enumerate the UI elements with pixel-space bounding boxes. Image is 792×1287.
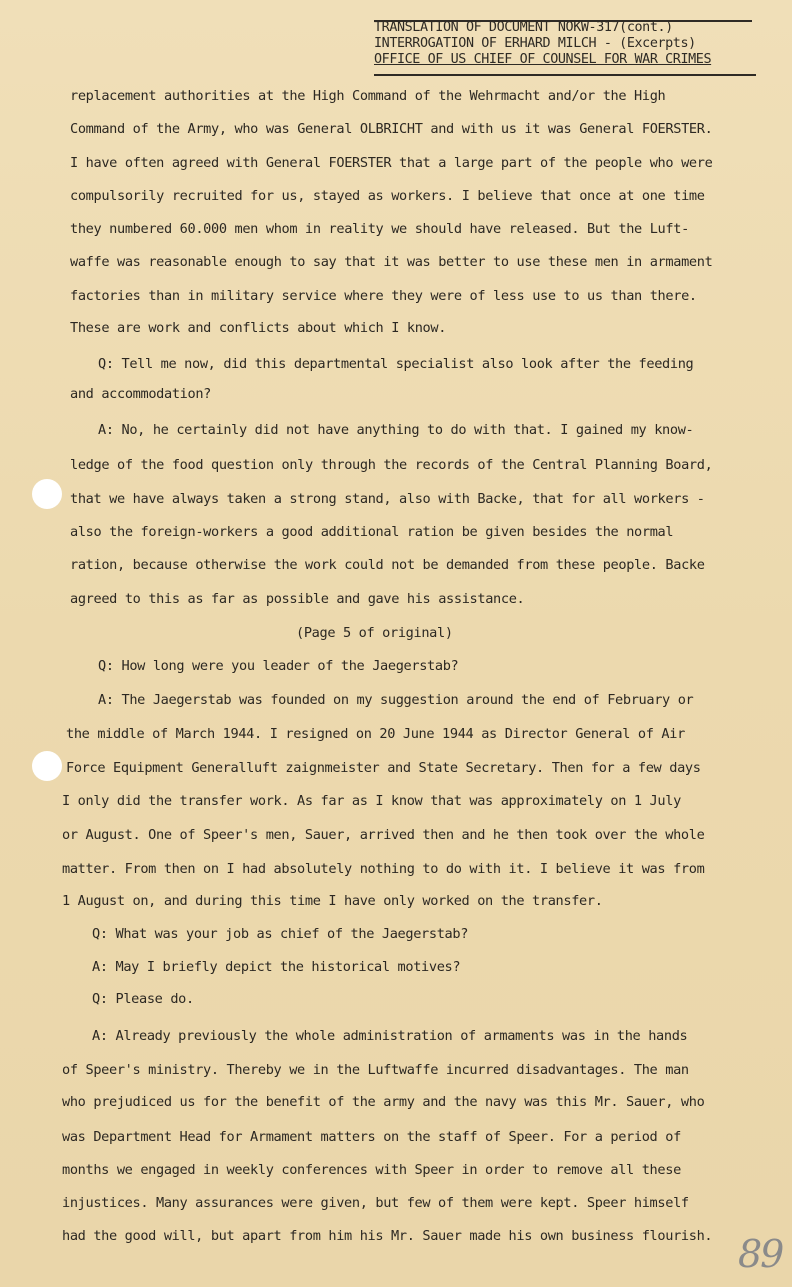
body-line: months we engaged in weekly conferences with Speer in order to remove all these <box>62 1162 681 1178</box>
answer-line: A: May I briefly depict the historical motives? <box>92 959 461 975</box>
question-line: Q: Please do. <box>92 991 194 1007</box>
body-line: compulsorily recruited for us, stayed as workers. I believe that once at one time <box>70 188 705 204</box>
body-line: 1 August on, and during this time I have only worked on the transfer. <box>62 893 603 909</box>
header-bottom-rule <box>374 74 756 76</box>
document-header <box>374 20 754 68</box>
body-line: that we have always taken a strong stand, also with Backe, that for all workers - <box>70 491 705 507</box>
answer-line: A: Already previously the whole administration of armaments was in the hands <box>92 1028 688 1044</box>
body-line: had the good will, but apart from him his Mr. Sauer made his own business flourish. <box>62 1228 713 1244</box>
punch-hole <box>32 479 62 509</box>
body-line: replacement authorities at the High Command of the Wehrmacht and/or the High <box>70 88 666 104</box>
body-line: or August. One of Speer's men, Sauer, arrived then and he then took over the whole <box>62 827 705 843</box>
body-line: agreed to this as far as possible and gave his assistance. <box>70 591 525 607</box>
body-line: These are work and conflicts about which I know. <box>70 320 447 336</box>
body-line: who prejudiced us for the benefit of the army and the navy was this Mr. Sauer, who <box>62 1094 705 1110</box>
body-line: I only did the transfer work. As far as I know that was approximately on 1 July <box>62 793 681 809</box>
body-line: injustices. Many assurances were given, but few of them were kept. Speer himself <box>62 1195 689 1211</box>
body-line: ledge of the food question only through the records of the Central Planning Board, <box>70 457 713 473</box>
body-line: they numbered 60.000 men whom in reality we should have released. But the Luft- <box>70 221 689 237</box>
body-line: and accommodation? <box>70 386 212 402</box>
header-line-2: INTERROGATION OF ERHARD MILCH - (Excerpts) <box>374 36 696 51</box>
body-line: I have often agreed with General FOERSTER that a large part of the people who were <box>70 155 713 171</box>
body-line: matter. From then on I had absolutely nothing to do with it. I believe it was from <box>62 861 705 877</box>
body-line: ration, because otherwise the work could not be demanded from these people. Backe <box>70 557 705 573</box>
body-line: the middle of March 1944. I resigned on 20 June 1944 as Director General of Air <box>66 726 685 742</box>
body-line: waffe was reasonable enough to say that it was better to use these men in armament <box>70 254 713 270</box>
body-line: was Department Head for Armament matters on the staff of Speer. For a period of <box>62 1129 681 1145</box>
body-line: factories than in military service where they were of less use to us than there. <box>70 288 697 304</box>
body-line: of Speer's ministry. Thereby we in the Luftwaffe incurred disadvantages. The man <box>62 1062 689 1078</box>
question-line: Q: Tell me now, did this departmental specialist also look after the feeding <box>98 356 694 372</box>
header-top-rule <box>374 20 752 22</box>
answer-line: A: The Jaegerstab was founded on my suggestion around the end of February or <box>98 692 694 708</box>
body-line: also the foreign-workers a good additional ration be given besides the normal <box>70 524 674 540</box>
answer-line: A: No, he certainly did not have anything to do with that. I gained my know- <box>98 422 694 438</box>
header-line-3: OFFICE OF US CHIEF OF COUNSEL FOR WAR CRIMES <box>374 52 712 67</box>
question-line: Q: How long were you leader of the Jaegerstab? <box>98 658 459 674</box>
body-line: Command of the Army, who was General OLBRICHT and with us it was General FOERSTER. <box>70 121 713 137</box>
body-line: Force Equipment Generalluft zaignmeister and State Secretary. Then for a few days <box>66 760 701 776</box>
question-line: Q: What was your job as chief of the Jaegerstab? <box>92 926 469 942</box>
handwritten-page-number: 89 <box>738 1232 783 1276</box>
page-reference: (Page 5 of original) <box>296 625 453 641</box>
punch-hole <box>32 751 62 781</box>
header-line-1: TRANSLATION OF DOCUMENT NOKW-317(cont.) <box>374 20 673 35</box>
